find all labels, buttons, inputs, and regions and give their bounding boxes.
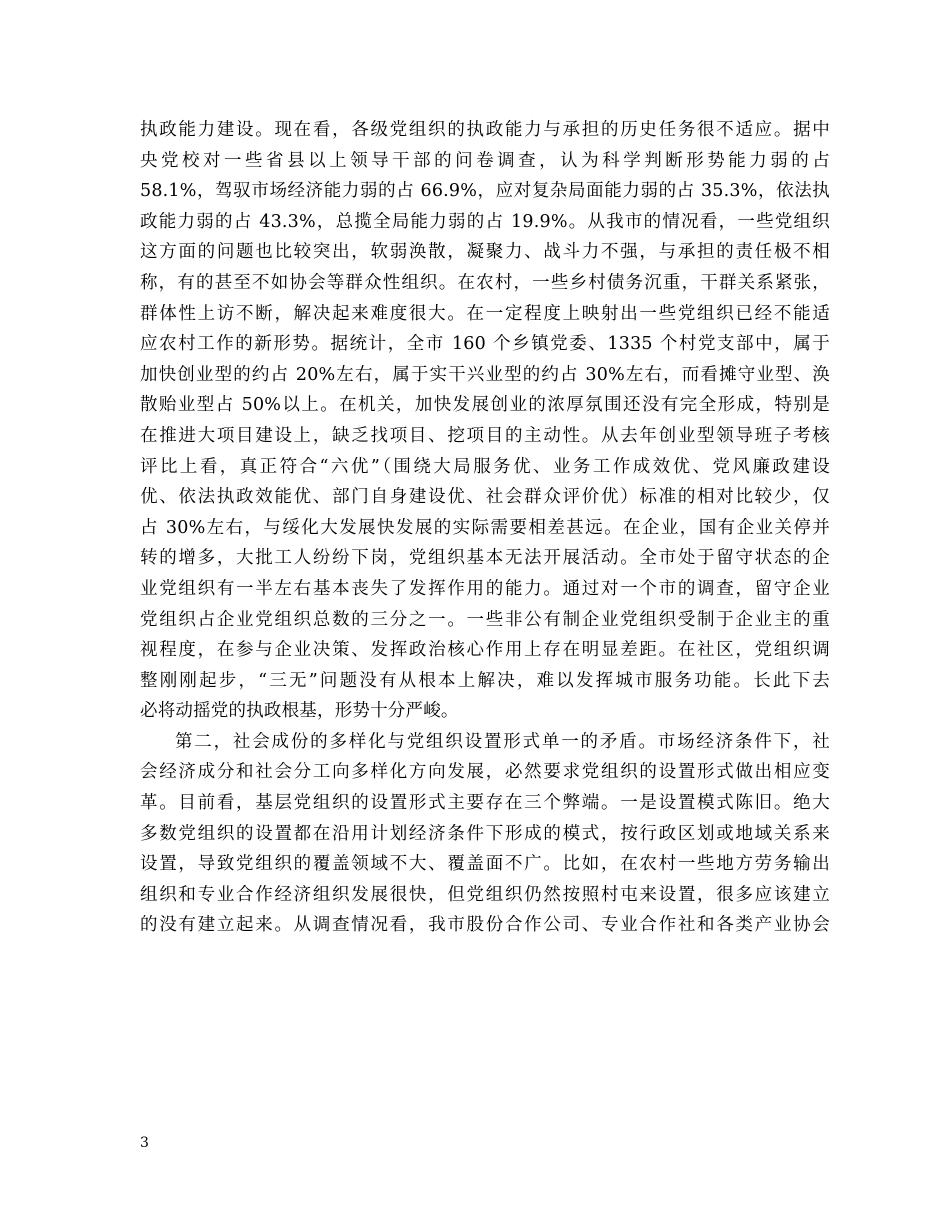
text-line: 政能力弱的占 43.3%，总揽全局能力弱的占 19.9%。从我市的情况看，一些党组织 xyxy=(140,211,830,232)
text-line: 必将动摇党的执政根基，形势十分严峻。 xyxy=(140,701,459,722)
text-line: 党组织占企业党组织总数的三分之一。一些非公有制企业党组织受制于企业主的重 xyxy=(140,609,830,630)
text-line: 58.1%，驾驭市场经济能力弱的占 66.9%，应对复杂局面能力弱的占 35.3%，依法执 xyxy=(140,181,830,202)
text-line: 散贻业型占 50%以上。在机关，加快发展创业的浓厚氛围还没有完全形成，特别是 xyxy=(140,395,830,416)
text-line: 评比上看，真正符合“六优”（围绕大局服务优、业务工作成效优、党风廉政建设 xyxy=(140,456,830,477)
text-line: 这方面的问题也比较突出，软弱涣散，凝聚力、战斗力不强，与承担的责任极不相 xyxy=(140,242,830,263)
text-line: 优、依法执政效能优、部门自身建设优、社会群众评价优）标准的相对比较少，仅 xyxy=(140,487,830,508)
text-line: 多数党组织的设置都在沿用计划经济条件下形成的模式，按行政区划或地域关系来 xyxy=(140,823,830,844)
text-line: 占 30%左右，与绥化大发展快发展的实际需要相差甚远。在企业，国有企业关停并 xyxy=(140,517,830,538)
text-line: 整刚刚起步，“三无”问题没有从根本上解决，难以发挥城市服务功能。长此下去 xyxy=(140,670,830,691)
text-line: 会经济成分和社会分工向多样化方向发展，必然要求党组织的设置形式做出相应变 xyxy=(140,762,830,783)
page-number: 3 xyxy=(140,1135,149,1151)
text-line: 执政能力建设。现在看，各级党组织的执政能力与承担的历史任务很不适应。据中 xyxy=(140,120,830,140)
text-line: 在推进大项目建设上，缺乏找项目、挖项目的主动性。从去年创业型领导班子考核 xyxy=(140,425,830,446)
body-text xyxy=(140,115,830,941)
text-line: 视程度，在参与企业决策、发挥政治核心作用上存在明显差距。在社区，党组织调 xyxy=(140,640,830,661)
text-line: 称，有的甚至不如协会等群众性组织。在农村，一些乡村债务沉重，干群关系紧张， xyxy=(140,272,830,293)
text-line: 央党校对一些省县以上领导干部的问卷调查，认为科学判断形势能力弱的占 xyxy=(140,150,830,171)
text-line: 设置，导致党组织的覆盖领域不大、覆盖面不广。比如，在农村一些地方劳务输出 xyxy=(140,854,830,875)
text-line: 第二，社会成份的多样化与党组织设置形式单一的矛盾。市场经济条件下，社 xyxy=(175,731,830,752)
text-line: 组织和专业合作经济组织发展很快，但党组织仍然按照村屯来设置，很多应该建立 xyxy=(140,884,830,905)
text-line: 转的增多，大批工人纷纷下岗，党组织基本无法开展活动。全市处于留守状态的企 xyxy=(140,548,830,569)
text-line: 应农村工作的新形势。据统计，全市 160 个乡镇党委、1335 个村党支部中，属于 xyxy=(140,334,830,355)
text-line: 加快创业型的约占 20%左右，属于实干兴业型的约占 30%左右，而看摊守业型、涣 xyxy=(140,364,830,385)
text-line: 群体性上访不断，解决起来难度很大。在一定程度上映射出一些党组织已经不能适 xyxy=(140,303,830,324)
text-line: 革。目前看，基层党组织的设置形式主要存在三个弊端。一是设置模式陈旧。绝大 xyxy=(140,793,830,814)
text-line: 业党组织有一半左右基本丧失了发挥作用的能力。通过对一个市的调查，留守企业 xyxy=(140,578,830,599)
text-line: 的没有建立起来。从调查情况看，我市股份合作公司、专业合作社和各类产业协会 xyxy=(140,915,830,936)
